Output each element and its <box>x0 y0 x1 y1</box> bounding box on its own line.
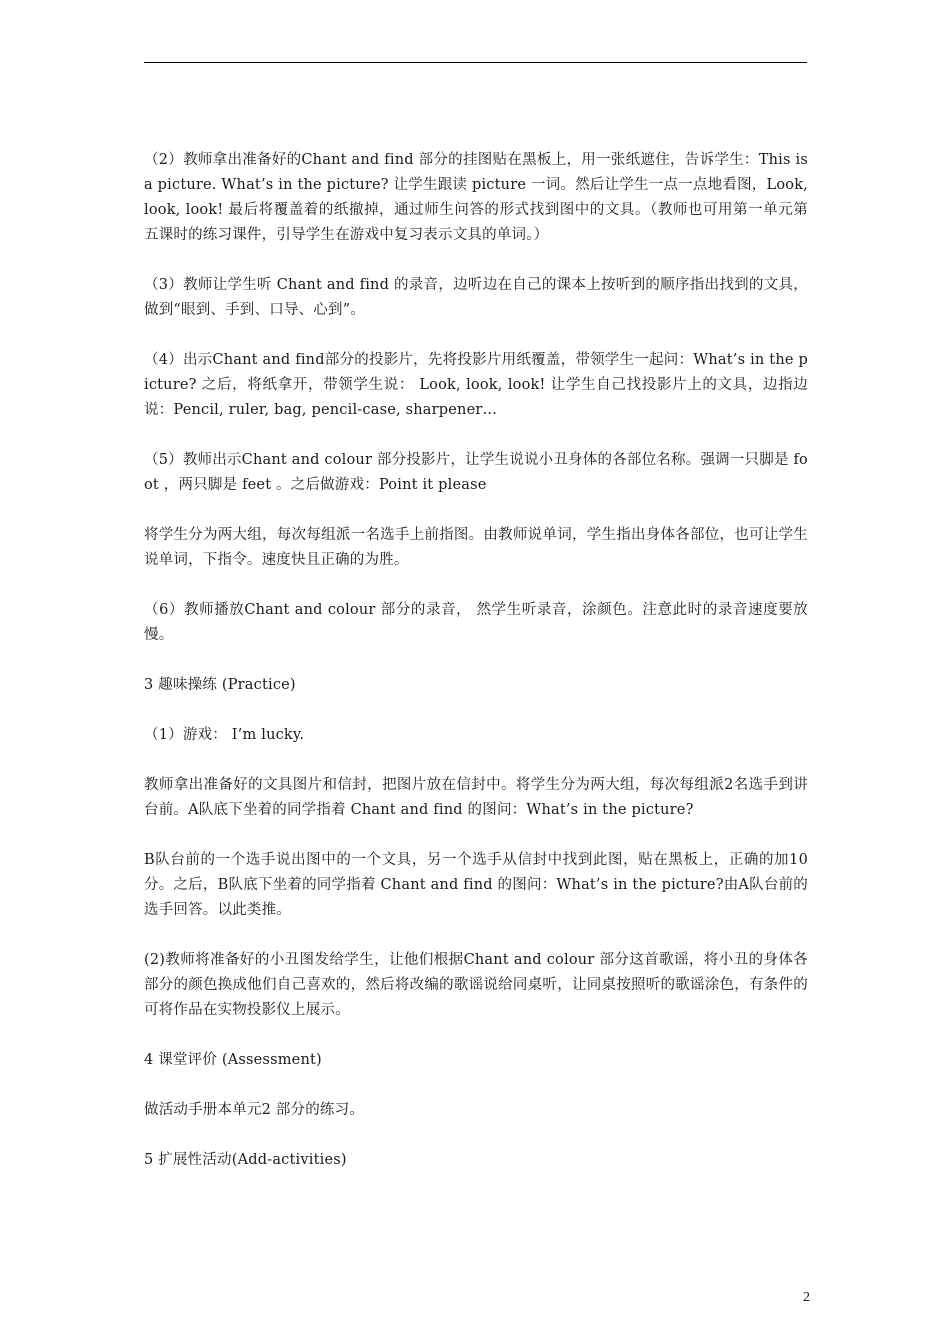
paragraph-step-3: （3）教师让学生听 Chant and find 的录音，边听边在自己的课本上按听到的顺序指出找到的文具，做到“眼到、手到、口导、心到”。 <box>144 277 808 318</box>
section-heading-add-activities: 5 扩展性活动(Add-activities) <box>144 1152 347 1168</box>
paragraph-team-b: B队台前的一个选手说出图中的一个文具，另一个选手从信封中找到此图，贴在黑板上，正确的加10分。之后，B队底下坐着的同学指着 Chant and find 的图问：What’s in the picture?由A队台前的选手回答。以此类推。 <box>144 852 808 918</box>
paragraph-step-4: （4）出示Chant and find部分的投影片，先将投影片用纸覆盖，带领学生一起问：What’s in the picture? 之后，将纸拿开，带领学生说： Look, look, look! 让学生自己找投影片上的文具，边指边说：Pencil, ruler, bag, pencil-case, sharpener… <box>144 352 808 418</box>
paragraph-game-rules: 将学生分为两大组，每次每组派一名选手上前指图。由教师说单词，学生指出身体各部位，也可让学生说单词，下指令。速度快且正确的为胜。 <box>144 527 808 568</box>
paragraph-clown-activity: (2)教师将准备好的小丑图发给学生，让他们根据Chant and colour 部分这首歌谣，将小丑的身体各部分的颜色换成他们自己喜欢的，然后将改编的歌谣说给同桌听，让同桌按照听的歌谣涂色，有条件的可将作品在实物投影仪上展示。 <box>144 952 808 1018</box>
header-rule <box>144 62 807 63</box>
paragraph-step-2: （2）教师拿出准备好的Chant and find 部分的挂图贴在黑板上，用一张纸遮住，告诉学生：This is a picture. What’s in the picture? 让学生跟读 picture 一词。然后让学生一点一点地看图，Look, look, look! 最后将覆盖着的纸撤掉，通过师生问答的形式找到图中的文具。（教师也可用第一单元第五课时的练习课件，引导学生在游戏中复习表示文具的单词。） <box>144 152 808 243</box>
body-text <box>144 148 808 1198</box>
paragraph-workbook: 做活动手册本单元2 部分的练习。 <box>144 1102 365 1118</box>
section-heading-practice: 3 趣味操练 (Practice) <box>144 677 296 693</box>
section-heading-assessment: 4 课堂评价 (Assessment) <box>144 1052 322 1068</box>
paragraph-step-6: （6）教师播放Chant and colour 部分的录音， 然学生听录音，涂颜色。注意此时的录音速度要放慢。 <box>144 602 808 643</box>
page-number: 2 <box>803 1290 810 1305</box>
paragraph-game-lucky: （1）游戏： I’m lucky. <box>144 727 305 743</box>
paragraph-step-5: （5）教师出示Chant and colour 部分投影片，让学生说说小丑身体的各部位名称。强调一只脚是 foot ，两只脚是 feet 。之后做游戏：Point it please <box>144 452 808 493</box>
paragraph-team-a: 教师拿出准备好的文具图片和信封，把图片放在信封中。将学生分为两大组，每次每组派2名选手到讲台前。A队底下坐着的同学指着 Chant and find 的图问：What’s in the picture? <box>144 777 808 818</box>
